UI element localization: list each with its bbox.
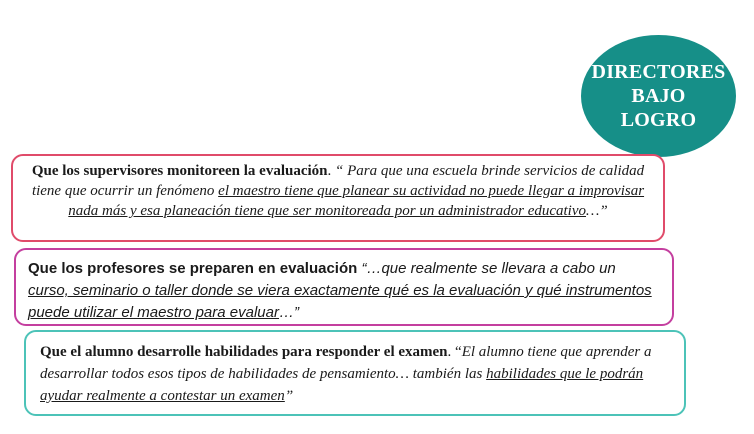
quote-underlined: el maestro tiene que planear su actividad no puede llegar a improvisar nada más y esa planeación tiene que ser monitoreada por un administrador educativo [68,183,645,219]
quote-end: …” [278,304,299,321]
badge-line-3: LOGRO [620,109,697,131]
finding-card-supervisors [11,154,665,242]
card-heading: Que los supervisores monitoreen la evaluación [31,163,328,179]
quote-end: ” [284,388,294,404]
card-heading-separator: . “ [447,344,462,360]
card-heading: Que el alumno desarrolle habilidades para responder el examen [40,344,448,360]
quote-text: El alumno tiene que aprender a desarrollar todos esos tipos de habilidades de pensamiento… también las [40,344,652,382]
quote-end: …” [586,203,608,219]
card-heading-separator: . [327,163,336,179]
badge-line-2: BAJO [631,85,686,107]
finding-card-students [24,330,686,416]
quote-underlined: curso, seminario o taller donde se viera exactamente qué es la evaluación y qué instrumentos puede utilizar el maestro para evaluar [28,282,652,321]
quote-text: “ Para que una escuela brinde servicios de calidad tiene que ocurrir un fenómeno [31,163,645,199]
quote-text: “…que realmente se llevara a cabo un [357,260,616,277]
finding-card-teachers [14,248,674,326]
category-badge [581,35,736,157]
quote-underlined: habilidades que le podrán ayudar realmente a contestar un examen [40,366,644,404]
badge-line-1: DIRECTORES [591,61,726,83]
card-heading: Que los profesores se preparen en evaluación [28,260,358,277]
